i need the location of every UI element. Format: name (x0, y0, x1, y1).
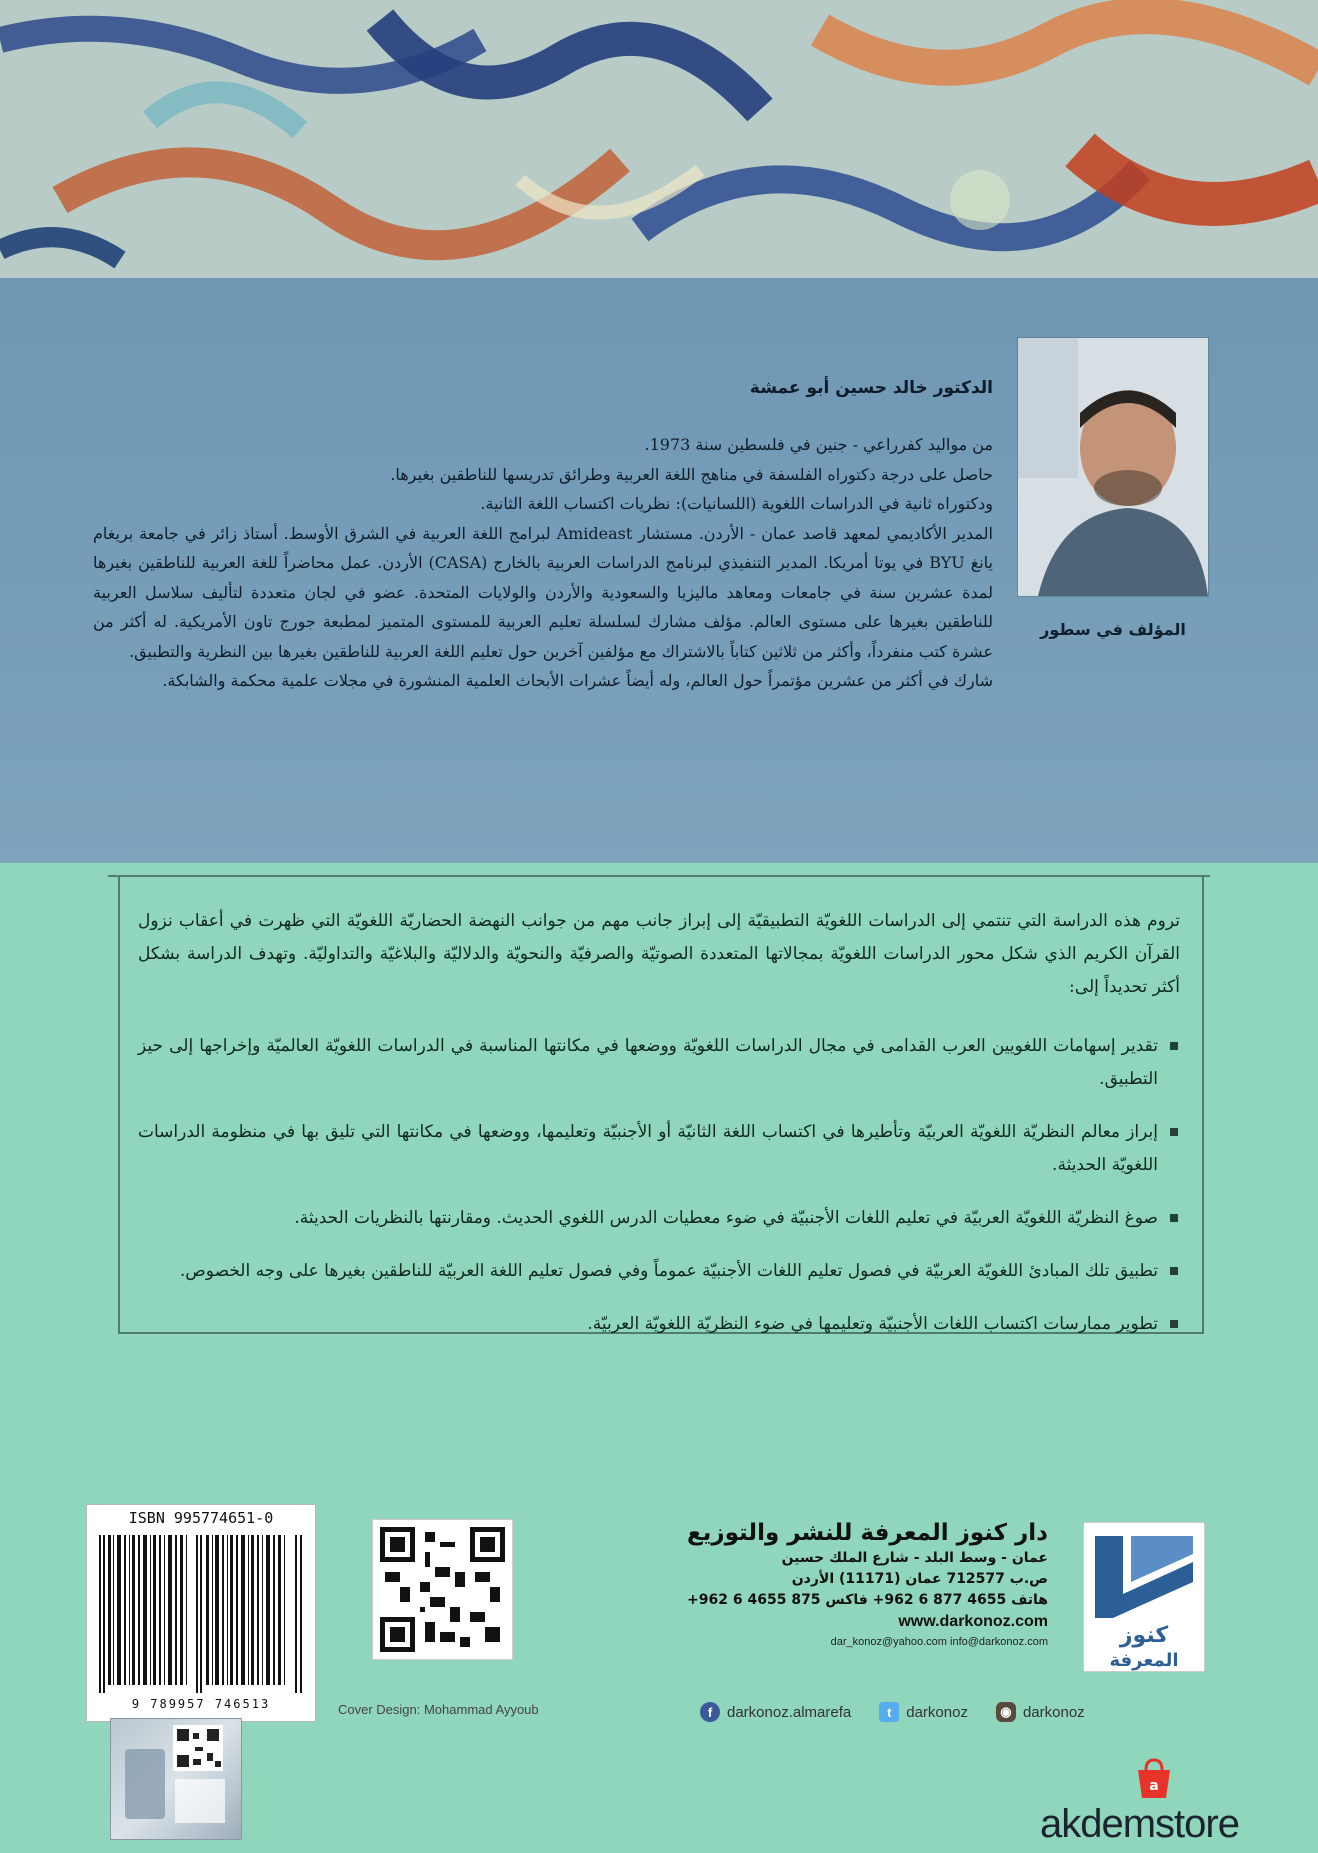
barcode-bars (99, 1535, 303, 1693)
publisher-logo (1083, 1522, 1205, 1672)
goal-item (138, 1202, 1180, 1235)
author-bio (93, 430, 993, 696)
photo-caption: المؤلف في سطور (1040, 620, 1186, 639)
goal-text: تطبيق تلك المبادئ اللغويّة العربيّة في فصول تعليم اللغات الأجنبيّة عموماً وفي فصول تعليم اللغة العربيّة للناطقين بغيرها على وجه الخصوص. (179, 1261, 1158, 1281)
isbn-barcode (86, 1504, 316, 1722)
goal-item (138, 1308, 1180, 1341)
publisher-name: دار كنوز المعرفة للنشر والتوزيع (687, 1520, 1048, 1546)
publisher-pobox: ص.ب 712577 عمان (11171) الأردن (791, 1571, 1048, 1587)
instagram-link[interactable] (996, 1702, 1085, 1722)
twitter-link[interactable] (879, 1702, 968, 1722)
goal-text: تطوير ممارسات اكتساب اللغات الأجنبيّة وتعليمها في ضوء النظريّة اللغويّة العربيّة. (587, 1314, 1158, 1334)
svg-text:a: a (1149, 1778, 1159, 1794)
goal-text: صوغ النظريّة اللغويّة العربيّة في تعليم اللغات الأجنبيّة في ضوء معطيات الدرس اللغوي الحديث. ومقارنتها بالنظريات الحديثة. (294, 1208, 1158, 1228)
facebook-link[interactable] (700, 1702, 851, 1722)
isbn-number: ISBN 995774651-0 (128, 1509, 274, 1527)
publisher-phone: هاتف 4655 877 6 962+ فاكس 875 4655 6 962+ (687, 1592, 1048, 1608)
qr-code (373, 1520, 512, 1659)
bullet-square-icon (1170, 1267, 1178, 1275)
logo-text-top: كنوز (1119, 1623, 1169, 1648)
publisher-info (687, 1518, 1048, 1651)
facebook-icon: f (700, 1702, 720, 1722)
bullet-square-icon (1170, 1042, 1178, 1050)
frame-divider (108, 875, 118, 877)
goal-text: إبراز معالم النظريّة اللغويّة العربيّة وتأطيرها في اكتساب اللغة الثانيّة أو الأجنبيّة وتعليمها، ووضعها في مكانتها التي تليق بها في منظومة الدراسات اللغويّة الحديثة. (138, 1122, 1158, 1175)
bullet-square-icon (1170, 1320, 1178, 1328)
bio-paragraph: ودكتوراه ثانية في الدراسات اللغوية (اللسانيات): نظريات اكتساب اللغة الثانية. (480, 494, 993, 513)
author-photo (1018, 338, 1208, 596)
publisher-address: عمان - وسط البلد - شارع الملك حسين (781, 1550, 1048, 1566)
hologram-sticker (110, 1718, 242, 1840)
logo-text-bottom: المعرفة (1109, 1650, 1179, 1671)
abstract-intro: تروم هذه الدراسة التي تنتمي إلى الدراسات اللغويّة التطبيقيّة إلى إبراز جانب مهم من جوانب النهضة الحضاريّة اللغويّة التي ظهرت في أعقاب نزول القرآن الكريم الذي شكل محور الدراسات اللغويّة بمجالاتها المتعددة الصوتيّة والصرفيّة والنحويّة والدلاليّة والبلاغيّة والتداوليّة. وتهدف الدراسة بشكل أكثر تحديداً إلى: (138, 911, 1180, 997)
calligraphy-artwork-image (0, 0, 1318, 278)
bullet-square-icon (1170, 1128, 1178, 1136)
cover-artwork (0, 0, 1318, 278)
goal-text: تقدير إسهامات اللغويين العرب القدامى في مجال الدراسات اللغويّة ووضعها في مكانتها المناسبة في الدراسات اللغويّة العالميّة وإخراجها إلى حيز التطبيق. (138, 1036, 1158, 1089)
bio-paragraph: حاصل على درجة دكتوراه الفلسفة في مناهج اللغة العربية وطرائق تدريسها للناطقين بغيرها. (390, 464, 993, 484)
instagram-handle: darkonoz (1022, 1703, 1085, 1721)
goal-item (138, 1116, 1180, 1182)
author-name: الدكتور خالد حسين أبو عمشة (749, 378, 993, 398)
ean-number: 9 789957 746513 (131, 1697, 271, 1711)
frame-divider (1200, 875, 1210, 877)
goal-item (138, 1030, 1180, 1096)
cover-design-credit: Cover Design: Mohammad Ayyoub (338, 1702, 539, 1717)
facebook-handle: darkonoz.almarefa (727, 1703, 852, 1721)
publisher-emails[interactable]: dar_konoz@yahoo.com info@darkonoz.com (830, 1636, 1048, 1648)
bio-paragraph: المدير الأكاديمي لمعهد قاصد عمان - الأردن. مستشار Amideast لبرامج اللغة العربية في الشرق الأوسط. أستاذ زائر في جامعة بريغام يانغ BYU في يوتا أمريكا. المدير التنفيذي لبرنامج الدراسات العربية بالخارج (CASA) الأردن. عمل محاضراً للغة العربية للناطقين بغيرها لمدة عشرين سنة في جامعات ومعاهد ماليزيا والسعودية والأردن والولايات المتحدة. عضو في لجان متعددة لتأليف سلاسل العربية للناطقين بغيرها على مستوى العالم. مؤلف مشارك لسلسلة تعليم العربية للمستوى المتميز لمطبعة جورج تاون الأمريكية. له أكثر من عشرة كتب منفرداً، وأكثر من ثلاثين كتاباً بالاشتراك مع مؤلفين آخرين حول تعليم اللغة العربية للناطقين بغيرها بين النظرية والتطبيق. (93, 523, 993, 661)
twitter-icon: t (879, 1702, 899, 1722)
goal-item (138, 1255, 1180, 1288)
store-watermark (1010, 1752, 1310, 1852)
bio-paragraph: من مواليد كفرراعي - جنين في فلسطين سنة 1973. (644, 435, 993, 454)
shopping-bag-icon (1132, 1756, 1176, 1800)
bio-paragraph: شارك في أكثر من عشرين مؤتمراً حول العالم، وله أيضاً عشرات الأبحاث العلمية المنشورة في مجلات علمية محكمة والشابكة. (162, 671, 993, 690)
goals-list (138, 1030, 1180, 1361)
bullet-square-icon (1170, 1214, 1178, 1222)
social-links (700, 1702, 1113, 1722)
instagram-icon: ◉ (996, 1702, 1016, 1722)
publisher-website[interactable]: www.darkonoz.com (898, 1613, 1048, 1630)
store-name: akdemstore (1040, 1802, 1239, 1846)
twitter-handle: darkonoz (906, 1703, 968, 1721)
